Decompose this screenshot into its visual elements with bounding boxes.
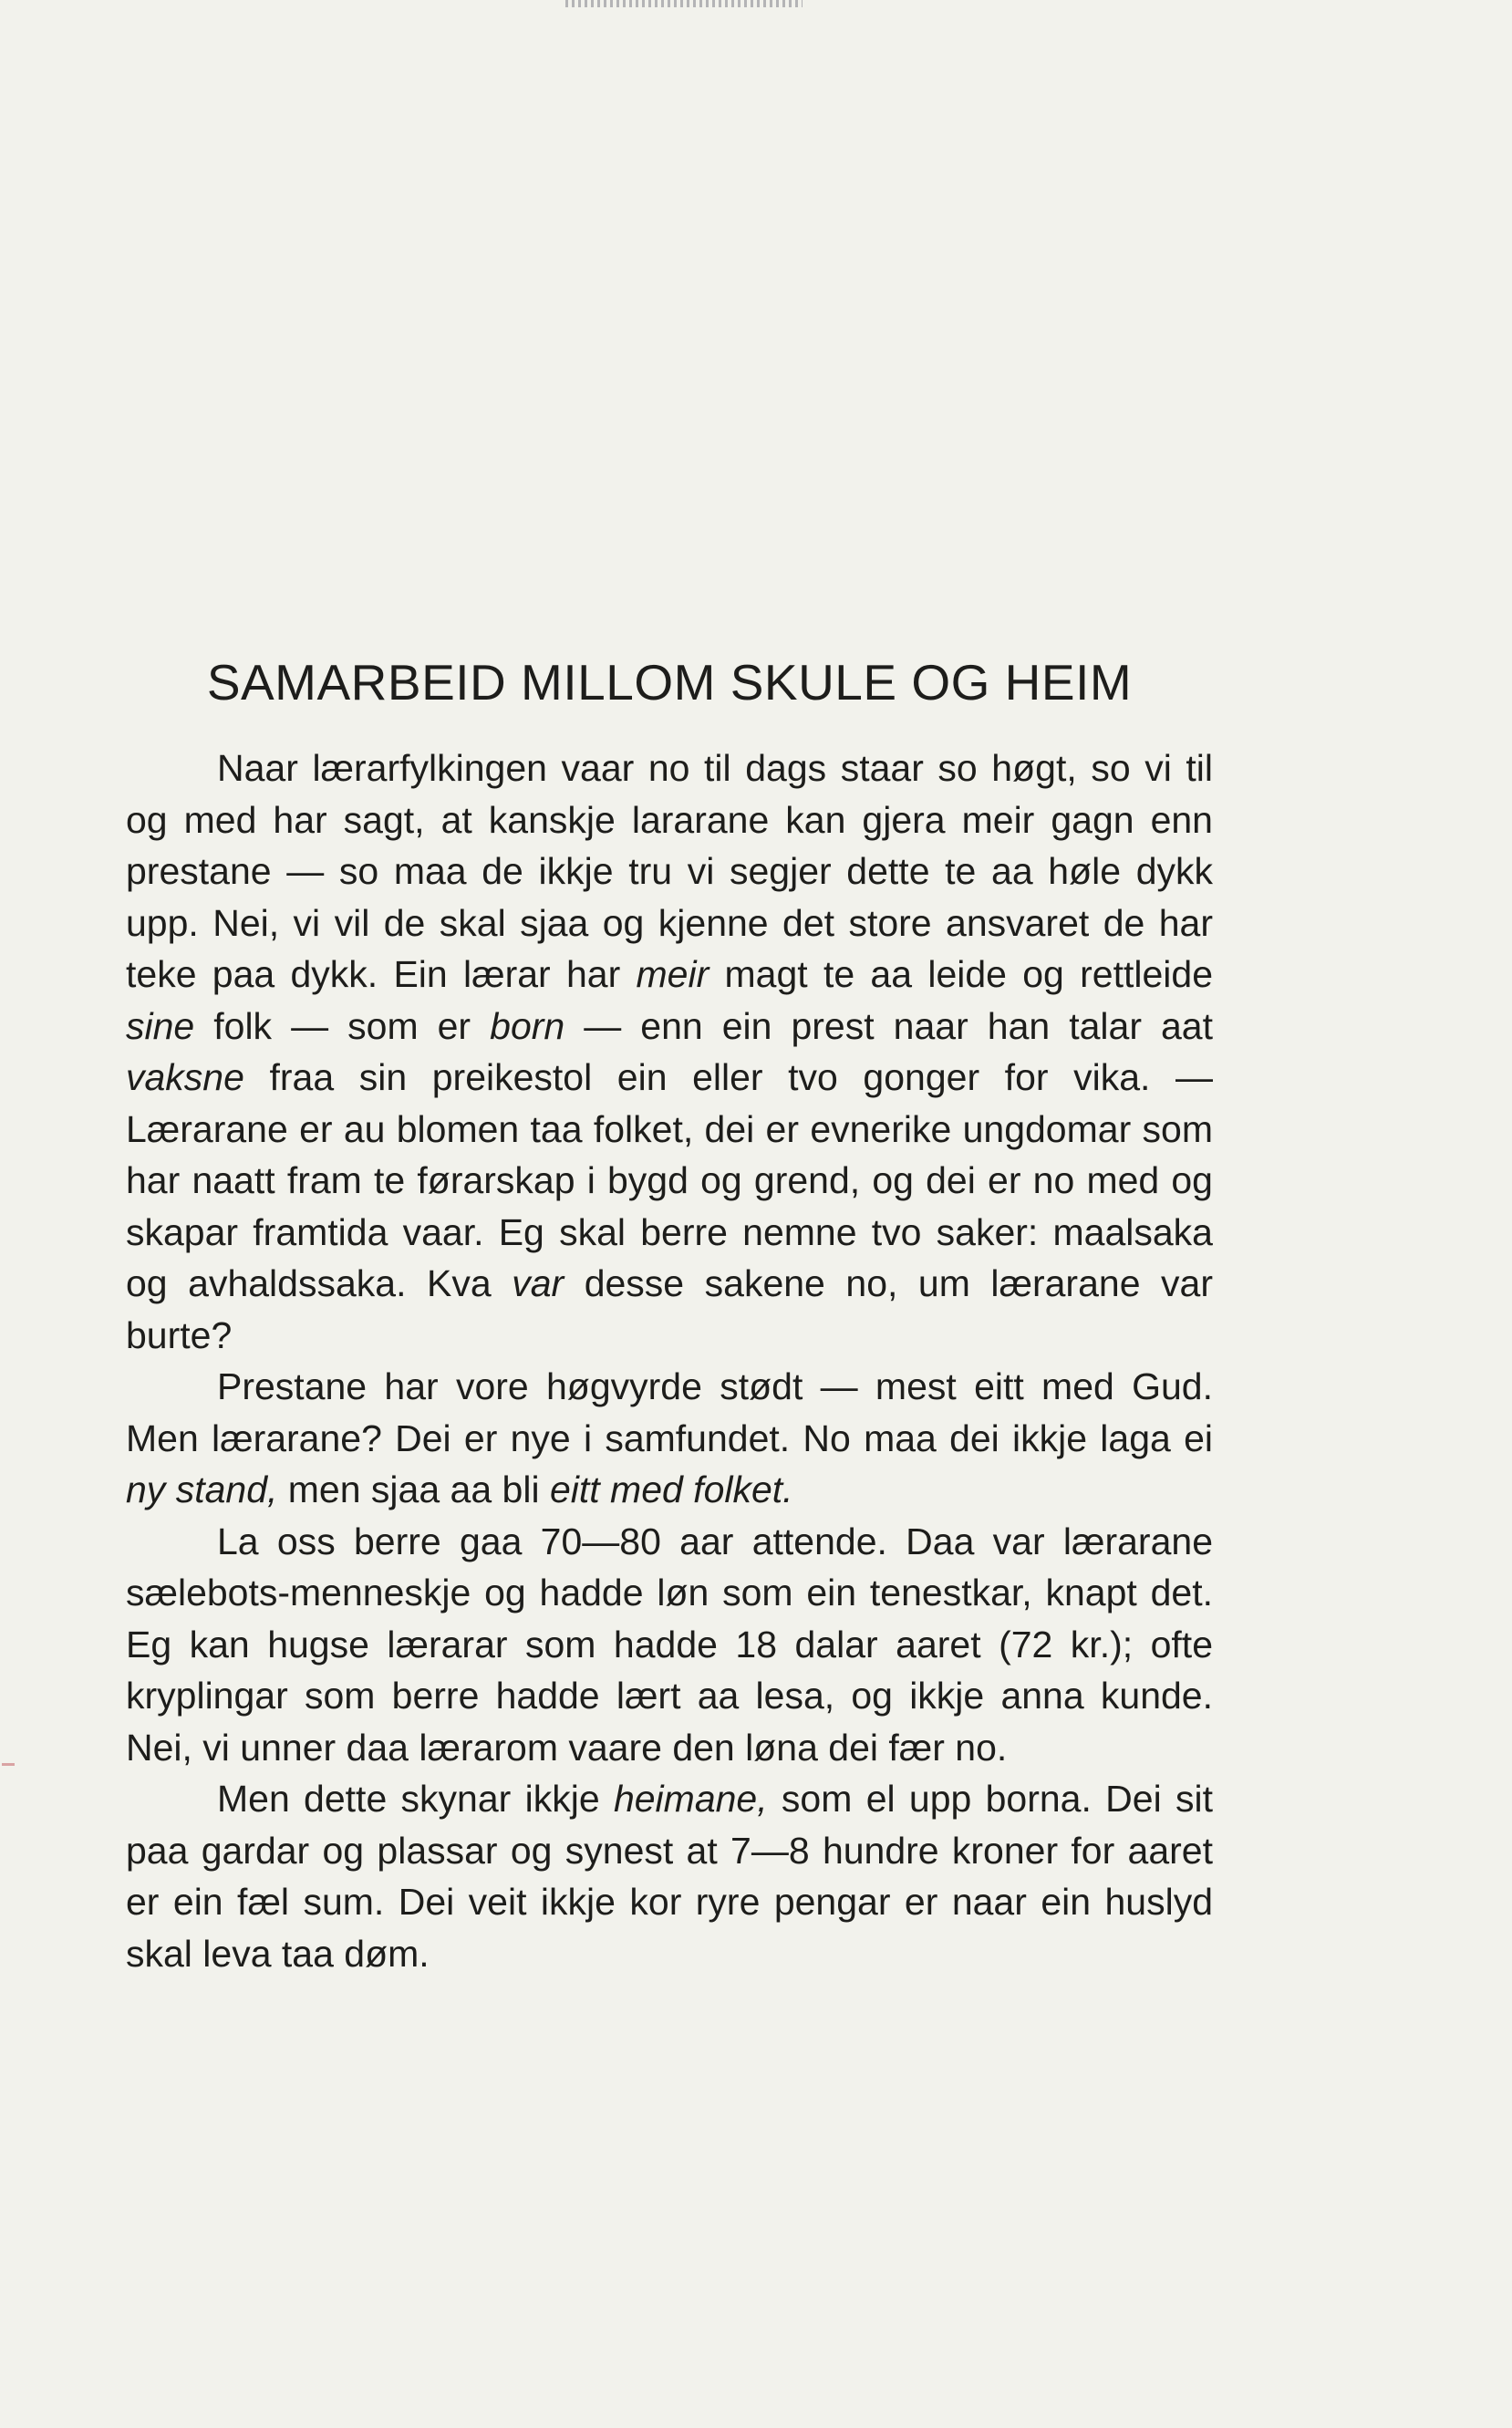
text-run: Prestane har vore høgvyrde stødt — mest eitt med Gud. Men lærarane? Dei er nye i samfundet. No maa dei ikkje laga ei	[126, 1365, 1213, 1459]
text-run: — enn ein prest naar han talar aat	[564, 1004, 1214, 1047]
text-run: som el upp borna. Dei sit paa gardar og plassar og synest at 7—8 hundre kroner for aaret er ein fæl sum. Dei veit ikkje kor ryre pengar er naar ein huslyd skal leva taa døm.	[126, 1778, 1213, 1975]
italic-run: var	[512, 1262, 564, 1304]
text-run: fraa sin preikestol ein eller tvo gonger for vika. — Lærarane er au blomen taa folket, dei er evnerike ungdomar som har naatt fram te førarskap i bygd og grend, og dei er no med og skapar framtida vaar. Eg skal berre nemne tvo saker: maalsaka og avhaldssaka. Kva	[126, 1056, 1213, 1304]
text-run: La oss berre gaa 70—80 aar attende. Daa var lærarane sælebots-menneskje og hadde løn som ein tenestkar, knapt det. Eg kan hugse lærarar som hadde 18 dalar aaret (72 kr.); ofte kryplingar som berre hadde lært aa lesa, og ikkje anna kunde. Nei, vi unner daa lærarom vaare den løna dei fær no.	[126, 1520, 1213, 1769]
paragraph-3	[126, 1516, 1213, 1774]
italic-run: vaksne	[126, 1056, 244, 1098]
article	[126, 653, 1213, 1979]
italic-run: born	[490, 1004, 565, 1047]
italic-run: eitt med folket.	[549, 1468, 793, 1510]
paragraph-2	[126, 1361, 1213, 1516]
italic-run: heimane,	[613, 1778, 768, 1820]
text-run: magt te aa leide og rettleide	[709, 953, 1213, 995]
text-run: Naar lærarfylkingen vaar no til dags staar so høgt, so vi til og med har sagt, at kanskje lararane kan gjera meir gagn enn prestane — so maa de ikkje tru vi segjer dette te aa høle dykk upp. Nei, vi vil de skal sjaa og kjenne det store ansvaret de har teke paa dykk. Ein lærar har	[126, 747, 1213, 995]
italic-run: sine	[126, 1004, 195, 1047]
margin-mark	[2, 1763, 15, 1766]
article-title: SAMARBEID MILLOM SKULE OG HEIM	[206, 654, 1133, 711]
scan-artifact	[565, 0, 803, 7]
text-run: men sjaa aa bli	[277, 1468, 550, 1510]
text-run: folk — som er	[194, 1004, 491, 1047]
italic-run: meir	[636, 953, 709, 995]
paragraph-4	[126, 1773, 1213, 1979]
text-run: Men dette skynar ikkje	[217, 1778, 614, 1820]
text-run: desse sakene no, um lærarane var burte?	[126, 1262, 1213, 1356]
italic-run: ny stand,	[126, 1468, 278, 1510]
paragraph-1	[126, 742, 1213, 1361]
